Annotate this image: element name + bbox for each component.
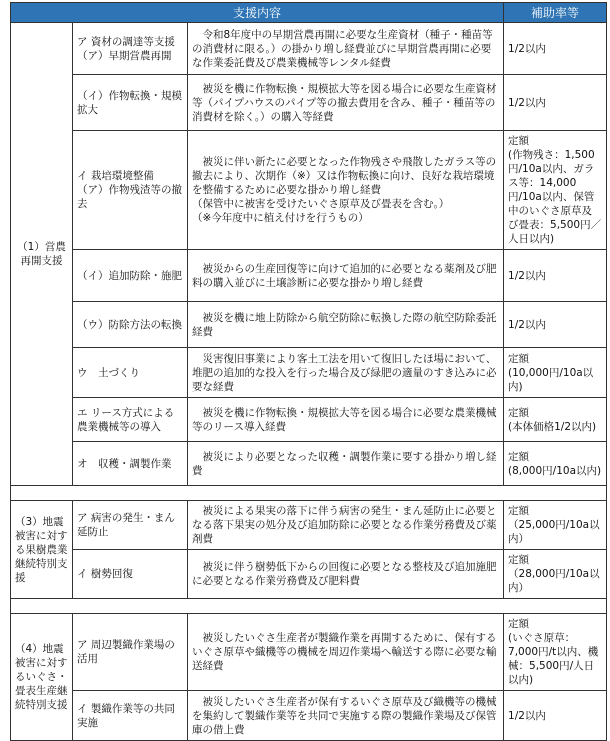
category-cell: オ 収穫・調製作業 — [73, 442, 188, 486]
category-cell: イ 栽培環境整備 （ア）作物残渣等の撤去 — [73, 131, 188, 250]
category-cell: （イ）作物転換・規模拡大 — [73, 75, 188, 131]
section-label: （3）地震被害に対する果樹農業継続特別支援 — [11, 501, 73, 599]
rate-cell: 1/2以内 — [504, 250, 607, 302]
rate-cell: 定額 (いぐさ原草：7,000円/t以内、機械：5,500円/人日以内) — [504, 614, 607, 691]
table-row — [11, 302, 607, 348]
table-row — [11, 23, 607, 75]
rate-cell: 定額 （25,000円/10a以内） — [504, 501, 607, 550]
support-table — [10, 2, 607, 741]
category-cell: ア 病害の発生・まん延防止 — [73, 501, 188, 550]
category-cell: ア 資材の調達等支援 （ア）早期営農再開 — [73, 23, 188, 75]
description-cell: 被災に伴い新たに必要となった作物残さや飛散したガラス等の撤去により、次期作（※）又は作物転換に向け、良好な栽培環境を整備するために必要な掛かり増し経費 （保管中に被害を受けたいぐさ原草及び畳表を含む。） （※今年度中に植え付けを行うもの） — [188, 131, 504, 250]
table-row — [11, 442, 607, 486]
description-cell: 被災を機に地上防除から航空防除に転換した際の航空防除委託経費 — [188, 302, 504, 348]
rate-cell: 定額 (10,000円/10a以内) — [504, 348, 607, 398]
table-row — [11, 250, 607, 302]
section-gap — [11, 486, 607, 501]
description-cell: 被災による果実の落下に伴う病害の発生・まん延防止に必要となる落下果実の処分及び追加防除に必要となる作業労務費及び薬剤費 — [188, 501, 504, 550]
description-cell: 被災により必要となった収穫・調製作業に要する掛かり増し経費 — [188, 442, 504, 486]
header-row — [11, 3, 607, 23]
header-content: 支援内容 — [11, 3, 504, 23]
category-cell: （ウ）防除方法の転換 — [73, 302, 188, 348]
description-cell: 被災したいぐさ生産者が製織作業を再開するために、保有するいぐさ原草や織機等の機械を周辺作業場へ輸送する際に必要な輸送経費 — [188, 614, 504, 691]
rate-cell: 1/2以内 — [504, 23, 607, 75]
table-row — [11, 75, 607, 131]
table-row — [11, 501, 607, 550]
rate-cell: 定額 (作物残さ：1,500円/10a以内、ガラス等：14,000円/10a以内、保管中のいぐさ原草及び畳表：5,500円／人日以内) — [504, 131, 607, 250]
description-cell: 被災したいぐさ生産者が保有するいぐさ原草及び織機等の機械を集約して製織作業等を共同で実施する際の製織作業場及び保管庫の借上費 — [188, 691, 504, 741]
table-row — [11, 691, 607, 741]
rate-cell: 定額 （28,000円/10a以内） — [504, 550, 607, 599]
description-cell: 令和8年度中の早期営農再開に必要な生産資材（種子・種苗等の消費材に限る。）の掛かり増し経費並びに早期営農再開に必要な作業委託費及び農業機械等レンタル経費 — [188, 23, 504, 75]
table-row — [11, 131, 607, 250]
description-cell: 災害復旧事業により客土工法を用いて復旧したほ場において、堆肥の追加的な投入を行った場合及び緑肥の適量のすき込みに必要な経費 — [188, 348, 504, 398]
table-row — [11, 348, 607, 398]
section-label: （1）営農 再開支援 — [11, 23, 73, 486]
rate-cell: 1/2以内 — [504, 302, 607, 348]
table-row — [11, 398, 607, 442]
description-cell: 被災を機に作物転換・規模拡大等を図る場合に必要な生産資材等（パイプハウスのパイプ等の撤去費用を含み、種子・種苗等の消費材を除く。）の購入等経費 — [188, 75, 504, 131]
category-cell: イ 製織作業等の共同実施 — [73, 691, 188, 741]
rate-cell: 定額 (本体価格1/2以内) — [504, 398, 607, 442]
rate-cell: 定額 (8,000円/10a以内) — [504, 442, 607, 486]
description-cell: 被災に伴う樹勢低下からの回復に必要となる整枝及び追加施肥に必要となる作業労務費及び肥料費 — [188, 550, 504, 599]
category-cell: ア 周辺製織作業場の活用 — [73, 614, 188, 691]
category-cell: イ 樹勢回復 — [73, 550, 188, 599]
rate-cell: 1/2以内 — [504, 691, 607, 741]
category-cell: （イ）追加防除・施肥 — [73, 250, 188, 302]
description-cell: 被災を機に作物転換・規模拡大等を図る場合に必要な農業機械等のリース導入経費 — [188, 398, 504, 442]
section-label: （4）地震被害に対するいぐさ・畳表生産継続特別支援 — [11, 614, 73, 741]
rate-cell: 1/2以内 — [504, 75, 607, 131]
category-cell: ウ 土づくり — [73, 348, 188, 398]
section-gap — [11, 599, 607, 614]
table-row — [11, 614, 607, 691]
header-rate: 補助率等 — [504, 3, 607, 23]
category-cell: エ リース方式による農業機械等の導入 — [73, 398, 188, 442]
table-row — [11, 550, 607, 599]
description-cell: 被災からの生産回復等に向けて追加的に必要となる薬剤及び肥料の購入並びに土壌診断に必要な掛かり増し経費 — [188, 250, 504, 302]
